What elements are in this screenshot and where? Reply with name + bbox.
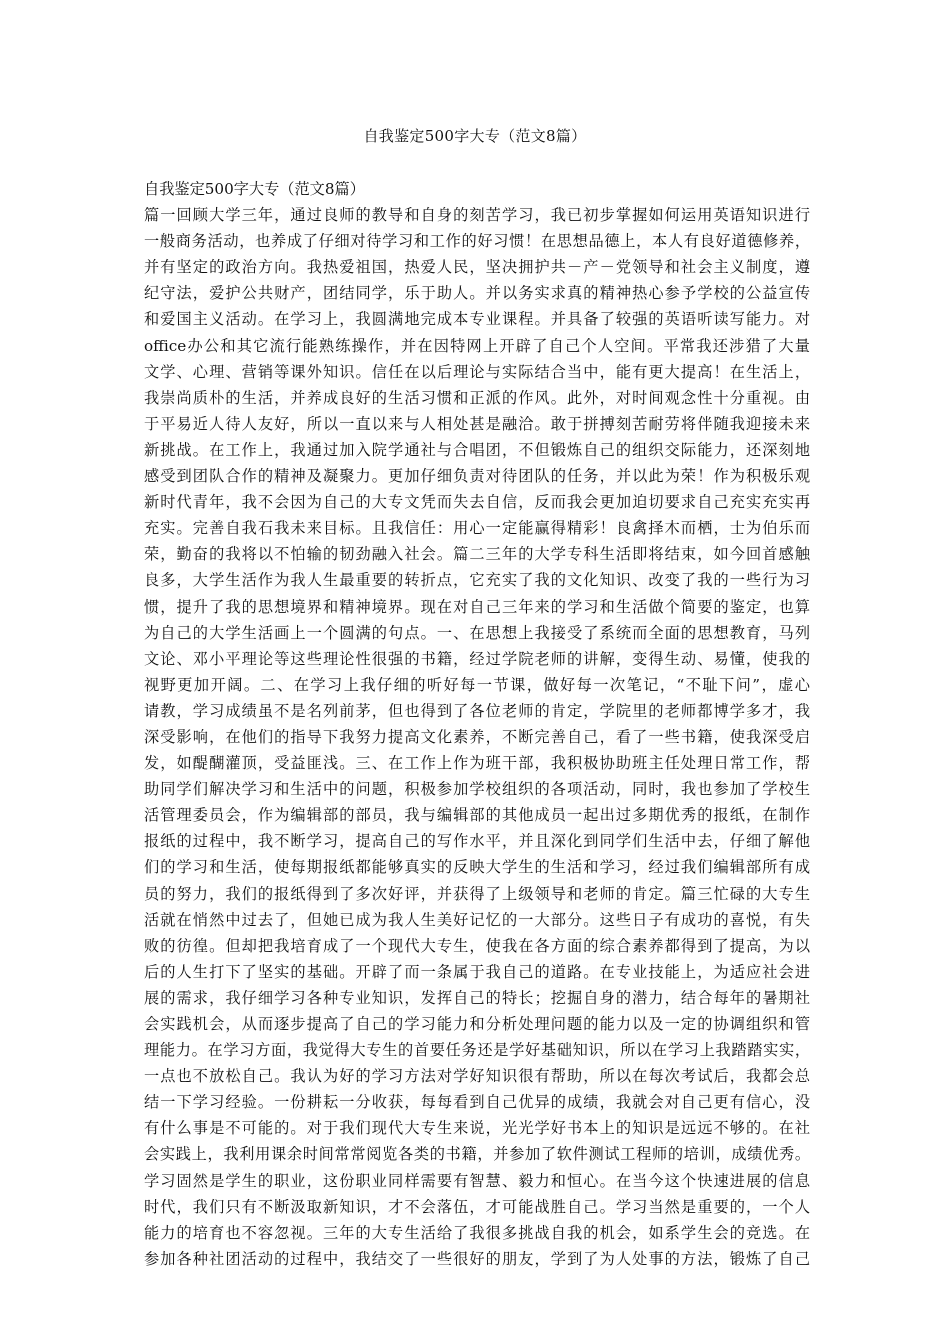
body-text-line: 新时代青年，我不会因为自己的大专文凭而失去自信，反而我会更加迫切要求自己充实充实再 [144,493,810,512]
body-text-line: 时代，我们只有不断汲取新知识，才不会落伍，才可能战胜自己。学习当然是重要的，一个人 [144,1197,810,1216]
body-text-line: 会实践机会，从而逐步提高了自己的学习能力和分析处理问题的能力以及一定的协调组织和管 [144,1015,810,1033]
body-text-line: 并有坚定的政治方向。我热爱祖国，热爱人民，坚决拥护共－产－党领导和社会主义制度，遵 [144,258,810,277]
document-subtitle: 自我鉴定500字大专（范文8篇） [144,180,365,198]
body-text-line: 参加各种社团活动的过程中，我结交了一些很好的朋友，学到了为人处事的方法，锻炼了自己 [144,1249,810,1268]
body-text-line: 败的彷徨。但却把我培育成了一个现代大专生，使我在各方面的综合素养都得到了提高，为以 [144,936,810,955]
body-text-line: 纪守法，爱护公共财产，团结同学，乐于助人。并以务实求真的精神热心参予学校的公益宣传 [144,284,810,303]
body-text-line: 和爱国主义活动。在学习上，我圆满地完成本专业课程。并具备了较强的英语听读写能力。对 [144,310,810,329]
body-text-line: 为自己的大学生活画上一个圆满的句点。一、在思想上我接受了系统而全面的思想教育，马列 [144,623,810,642]
document-body [144,176,810,1272]
body-text-line: 良多，大学生活作为我人生最重要的转折点，它充实了我的文化知识、改变了我的一些行为习 [144,571,810,590]
body-text-line: 员的努力，我们的报纸得到了多次好评，并获得了上级领导和老师的肯定。篇三忙碌的大专生 [144,884,810,903]
body-text-line: 发，如醍醐灌顶，受益匪浅。三、在工作上作为班干部，我积极协助班主任处理日常工作，帮 [144,754,810,773]
body-text-line: 深受影响，在他们的指导下我努力提高文化素养，不断完善自己，看了一些书籍，使我深受启 [144,727,810,746]
body-text-line: 于平易近人待人友好，所以一直以来与人相处甚是融洽。敢于拼搏刻苦耐劳将伴随我迎接未来 [144,414,810,433]
body-text-line: 充实。完善自我石我未来目标。且我信任：用心一定能赢得精彩！良禽择木而栖，士为伯乐而 [144,519,810,538]
body-text-line: 后的人生打下了坚实的基础。开辟了而一条属于我自己的道路。在专业技能上，为适应社会进 [144,962,810,981]
body-text-line: 请教，学习成绩虽不是名列前茅，但也得到了各位老师的肯定，学院里的老师都博学多才，我 [144,701,810,720]
body-text-line: 文学、心理、营销等课外知识。信任在以后理论与实际结合当中，能有更大提高！在生活上， [144,362,810,381]
body-text-line: 篇一回顾大学三年，通过良师的教导和自身的刻苦学习，我已初步掌握如何运用英语知识进行 [144,206,810,225]
body-text-line: 学习固然是学生的职业，这份职业同样需要有智慧、毅力和恒心。在当今这个快速进展的信息 [144,1171,810,1190]
document-title: 自我鉴定500字大专（范文8篇） [363,127,587,145]
body-text-line: 理能力。在学习方面，我觉得大专生的首要任务还是学好基础知识，所以在学习上我踏踏实实， [144,1041,810,1060]
body-text-line: 结一下学习经验。一份耕耘一分收获，每每看到自己优异的成绩，我就会对自己更有信心，没 [144,1093,810,1112]
body-text-line: 我崇尚质朴的生活，并养成良好的生活习惯和正派的作风。此外，对时间观念性十分重视。由 [144,388,810,407]
body-text-line: 视野更加开阔。二、在学习上我仔细的听好每一节课，做好每一次笔记，“不耻下问”，虚心 [144,675,810,694]
body-text-line: 活管理委员会，作为编辑部的部员，我与编辑部的其他成员一起出过多期优秀的报纸，在制作 [144,806,810,825]
body-text-line: 会实践上，我利用课余时间常常阅览各类的书籍，并参加了软件测试工程师的培训，成绩优秀。 [144,1145,810,1164]
body-text-line: 一点也不放松自己。我认为好的学习方法对学好知识很有帮助，所以在每次考试后，我都会总 [144,1067,810,1086]
body-text-line: 新挑战。在工作上，我通过加入院学通社与合唱团，不但锻炼自己的组织交际能力，还深刻地 [144,440,810,459]
body-text-line: 活就在悄然中过去了，但她已成为我人生美好记忆的一大部分。这些日子有成功的喜悦，有失 [144,910,810,929]
body-text-line: 惯，提升了我的思想境界和精神境界。现在对自己三年来的学习和生活做个简要的鉴定，也算 [144,597,810,616]
body-text-line: 文论、邓小平理论等这些理论性很强的书籍，经过学院老师的讲解，变得生动、易懂，使我的 [144,649,810,668]
body-text-line: 展的需求，我仔细学习各种专业知识，发挥自己的特长；挖掘自身的潜力，结合每年的暑期社 [144,988,810,1007]
body-text-line: 荣，勤奋的我将以不怕输的韧劲融入社会。篇二三年的大学专科生活即将结束，如今回首感触 [144,545,810,564]
body-text-line: 一般商务活动，也养成了仔细对待学习和工作的好习惯！在思想品德上，本人有良好道德修养， [144,232,810,251]
body-text-line: 们的学习和生活，使每期报纸都能够真实的反映大学生的生活和学习，经过我们编辑部所有成 [144,858,810,877]
body-text-line: 报纸的过程中，我不断学习，提高自己的写作水平，并且深化到同学们生活中去，仔细了解他 [144,832,810,851]
body-text-line: 有什么事是不可能的。对于我们现代大专生来说，光光学好书本上的知识是远远不够的。在社 [144,1119,810,1138]
body-text-line: office办公和其它流行能熟练操作，并在因特网上开辟了自己个人空间。平常我还涉猎了大量 [144,336,810,355]
body-text-line: 感受到团队合作的精神及凝聚力。更加仔细负责对待团队的任务，并以此为荣！作为积极乐观 [144,467,810,486]
body-text-line: 能力的培育也不容忽视。三年的大专生活给了我很多挑战自我的机会，如系学生会的竞选。在 [144,1223,810,1242]
body-text-line: 助同学们解决学习和生活中的问题，积极参加学校组织的各项活动，同时，我也参加了学校生 [144,780,810,799]
